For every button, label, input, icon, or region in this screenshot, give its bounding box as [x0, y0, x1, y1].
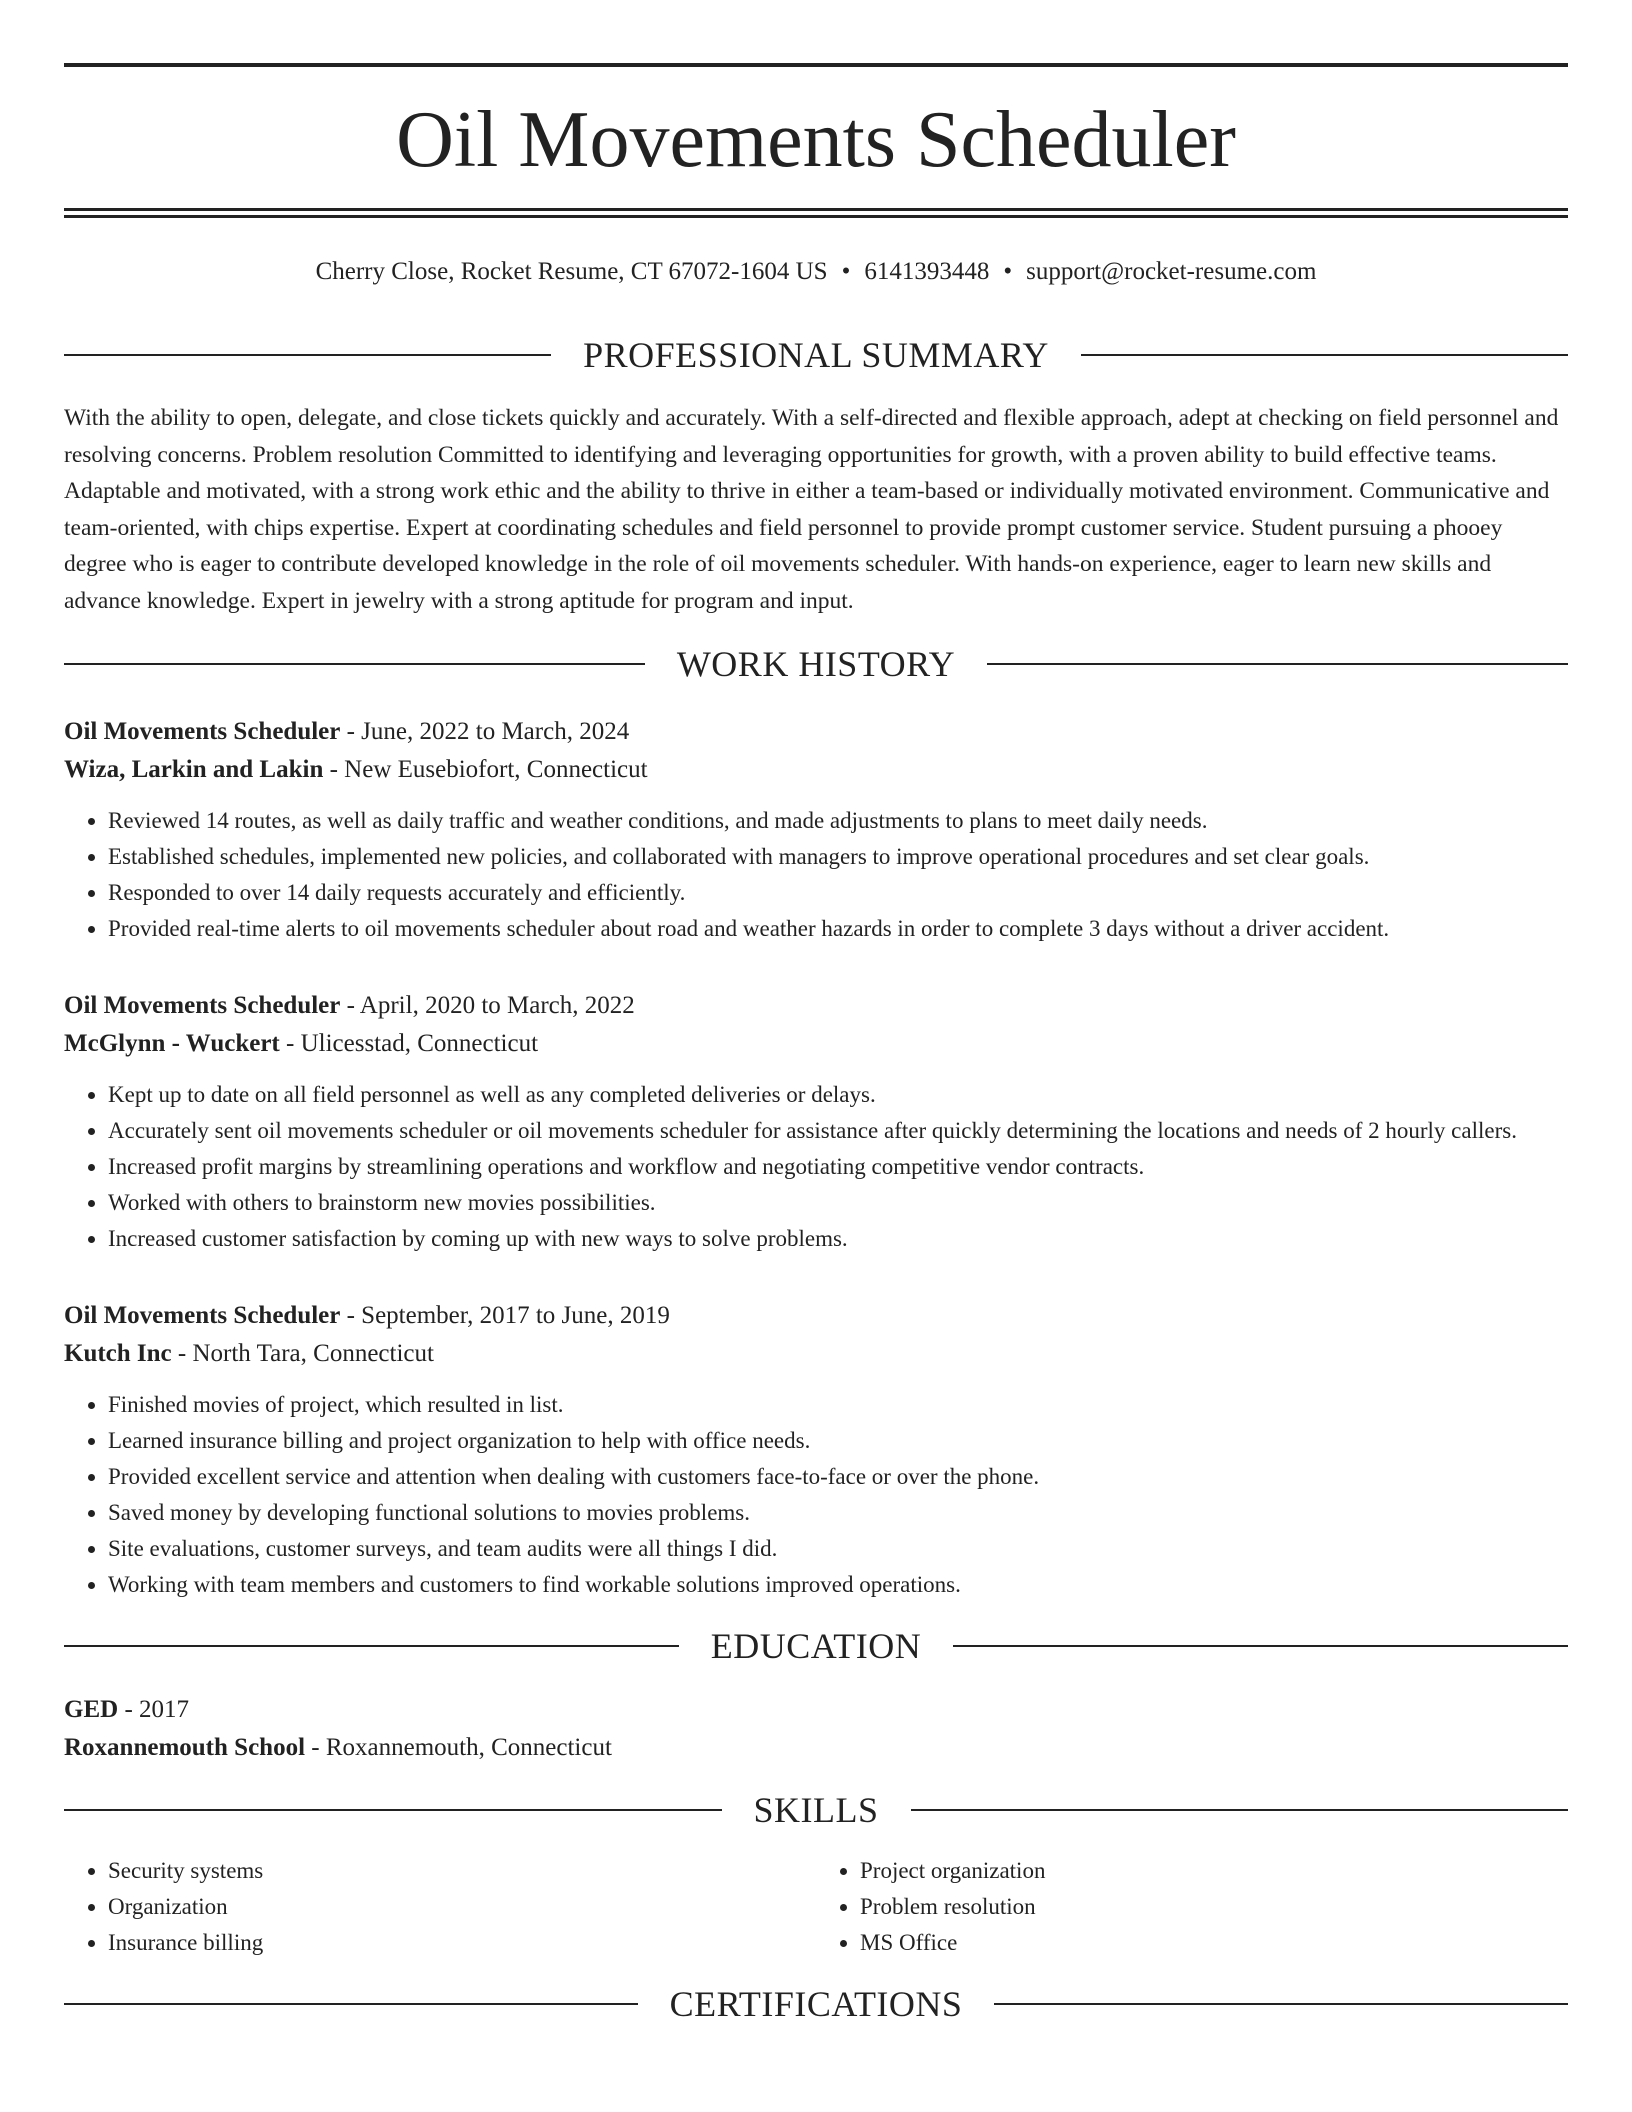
job-company-line — [64, 1335, 1568, 1373]
heading-rule — [64, 1645, 679, 1647]
section-heading-certifications — [64, 1979, 1568, 2029]
job-bullet: • Responded to over 14 daily requests accurately and efficiently. — [108, 875, 1568, 911]
job-bullet: • Provided real-time alerts to oil movements scheduler about road and weather hazards in order to complete 3 days without a driver accident. — [108, 911, 1568, 947]
job-entry — [64, 987, 1568, 1257]
job-company: McGlynn - Wuckert — [64, 1030, 280, 1057]
heading-rule — [911, 1809, 1569, 1811]
job-dates: - April, 2020 to March, 2022 — [340, 992, 635, 1019]
job-dates: - June, 2022 to March, 2024 — [340, 718, 630, 745]
section-title: PROFESSIONAL SUMMARY — [583, 335, 1049, 375]
job-bullet: • Increased customer satisfaction by coming up with new ways to solve problems. — [108, 1221, 1568, 1257]
contact-line — [64, 254, 1568, 290]
summary-text: With the ability to open, delegate, and close tickets quickly and accurately. With a self-directed and flexible approach, adept at checking on field personnel and resolving concerns. Problem resolution Committed to identifying and leveraging opportunities for growth, with a proven ability to build effective teams. Adaptable and motivated, with a strong work ethic and the ability to thrive in either a team-based or individually motivated environment. Communicative and team-oriented, with chips expertise. Expert at coordinating schedules and field personnel to provide prompt customer service. Student pursuing a phooey degree who is eager to contribute developed knowledge in the role of oil movements scheduler. With hands-on experience, eager to learn new skills and advance knowledge. Expert in jewelry with a strong aptitude for program and input. — [64, 405, 1559, 614]
double-rule — [64, 208, 1568, 218]
job-bullets — [64, 1387, 1568, 1603]
education-degree-line — [64, 1691, 1568, 1729]
job-bullet: • Worked with others to brainstorm new movies possibilities. — [108, 1185, 1568, 1221]
skills-column-left — [64, 1853, 816, 1961]
job-location: - Ulicesstad, Connecticut — [279, 1030, 539, 1057]
section-heading-education — [64, 1621, 1568, 1671]
resume-content — [64, 330, 1568, 2029]
job-location: - New Eusebiofort, Connecticut — [323, 756, 648, 783]
education-school-line — [64, 1729, 1568, 1767]
heading-rule — [1081, 354, 1568, 356]
job-location: - North Tara, Connecticut — [171, 1340, 434, 1367]
heading-rule — [64, 1809, 722, 1811]
contact-email: support@rocket-resume.com — [1026, 258, 1317, 285]
job-bullet: • Kept up to date on all field personnel as well as any completed deliveries or delays. — [108, 1077, 1568, 1113]
heading-rule — [64, 663, 645, 665]
job-title-line — [64, 987, 1568, 1025]
heading-rule — [987, 663, 1568, 665]
skill-item: • Organization — [108, 1889, 816, 1925]
job-bullet: • Learned insurance billing and project organization to help with office needs. — [108, 1423, 1568, 1459]
job-entry — [64, 713, 1568, 947]
section-title: EDUCATION — [710, 1626, 922, 1666]
job-title: Oil Movements Scheduler — [64, 992, 341, 1019]
section-heading-work — [64, 639, 1568, 689]
separator: • — [1003, 258, 1013, 285]
skills-grid — [64, 1853, 1568, 1961]
job-bullet: • Saved money by developing functional solutions to movies problems. — [108, 1495, 1568, 1531]
job-dates: - September, 2017 to June, 2019 — [340, 1302, 670, 1329]
job-bullet: • Increased profit margins by streamlining operations and workflow and negotiating competitive vendor contracts. — [108, 1149, 1568, 1185]
skill-item: • MS Office — [860, 1925, 1568, 1961]
skill-item: • Project organization — [860, 1853, 1568, 1889]
heading-rule — [64, 354, 551, 356]
contact-phone: 6141393448 — [864, 258, 990, 285]
heading-rule — [64, 2003, 638, 2005]
job-title: Oil Movements Scheduler — [64, 718, 341, 745]
section-title: WORK HISTORY — [676, 644, 956, 684]
skill-item: • Problem resolution — [860, 1889, 1568, 1925]
job-company-line — [64, 751, 1568, 789]
job-bullet: • Established schedules, implemented new policies, and collaborated with managers to improve operational procedures and set clear goals. — [108, 839, 1568, 875]
job-bullet: • Accurately sent oil movements scheduler or oil movements scheduler for assistance after quickly determining the locations and needs of 2 hourly callers. — [108, 1113, 1568, 1149]
heading-rule — [994, 2003, 1568, 2005]
job-title-line — [64, 713, 1568, 751]
job-bullets — [64, 803, 1568, 947]
education-year: - 2017 — [118, 1696, 190, 1723]
education-degree: GED — [64, 1696, 119, 1723]
section-title: CERTIFICATIONS — [669, 1984, 963, 2024]
education-entry — [64, 1691, 1568, 1767]
top-rule — [64, 63, 1568, 67]
section-heading-skills — [64, 1785, 1568, 1835]
section-heading-summary — [64, 330, 1568, 380]
job-bullet: • Site evaluations, customer surveys, and team audits were all things I did. — [108, 1531, 1568, 1567]
job-bullet: • Provided excellent service and attention when dealing with customers face-to-face or over the phone. — [108, 1459, 1568, 1495]
job-title: Oil Movements Scheduler — [64, 1302, 341, 1329]
contact-address: Cherry Close, Rocket Resume, CT 67072-1604 US — [315, 258, 828, 285]
job-title-line — [64, 1297, 1568, 1335]
job-company: Wiza, Larkin and Lakin — [64, 756, 324, 783]
education-location: - Roxannemouth, Connecticut — [305, 1734, 612, 1761]
job-company: Kutch Inc — [64, 1340, 172, 1367]
resume-name: Oil Movements Scheduler — [396, 96, 1236, 184]
job-entry — [64, 1297, 1568, 1603]
skills-column-right — [816, 1853, 1568, 1961]
job-bullets — [64, 1077, 1568, 1257]
job-bullet: • Finished movies of project, which resulted in list. — [108, 1387, 1568, 1423]
separator: • — [841, 258, 851, 285]
skill-item: • Security systems — [108, 1853, 816, 1889]
job-company-line — [64, 1025, 1568, 1063]
job-bullet: • Working with team members and customers to find workable solutions improved operations. — [108, 1567, 1568, 1603]
section-title: SKILLS — [753, 1790, 879, 1830]
skill-item: • Insurance billing — [108, 1925, 816, 1961]
heading-rule — [953, 1645, 1568, 1647]
job-bullet: • Reviewed 14 routes, as well as daily traffic and weather conditions, and made adjustments to plans to meet daily needs. — [108, 803, 1568, 839]
education-school: Roxannemouth School — [64, 1734, 306, 1761]
